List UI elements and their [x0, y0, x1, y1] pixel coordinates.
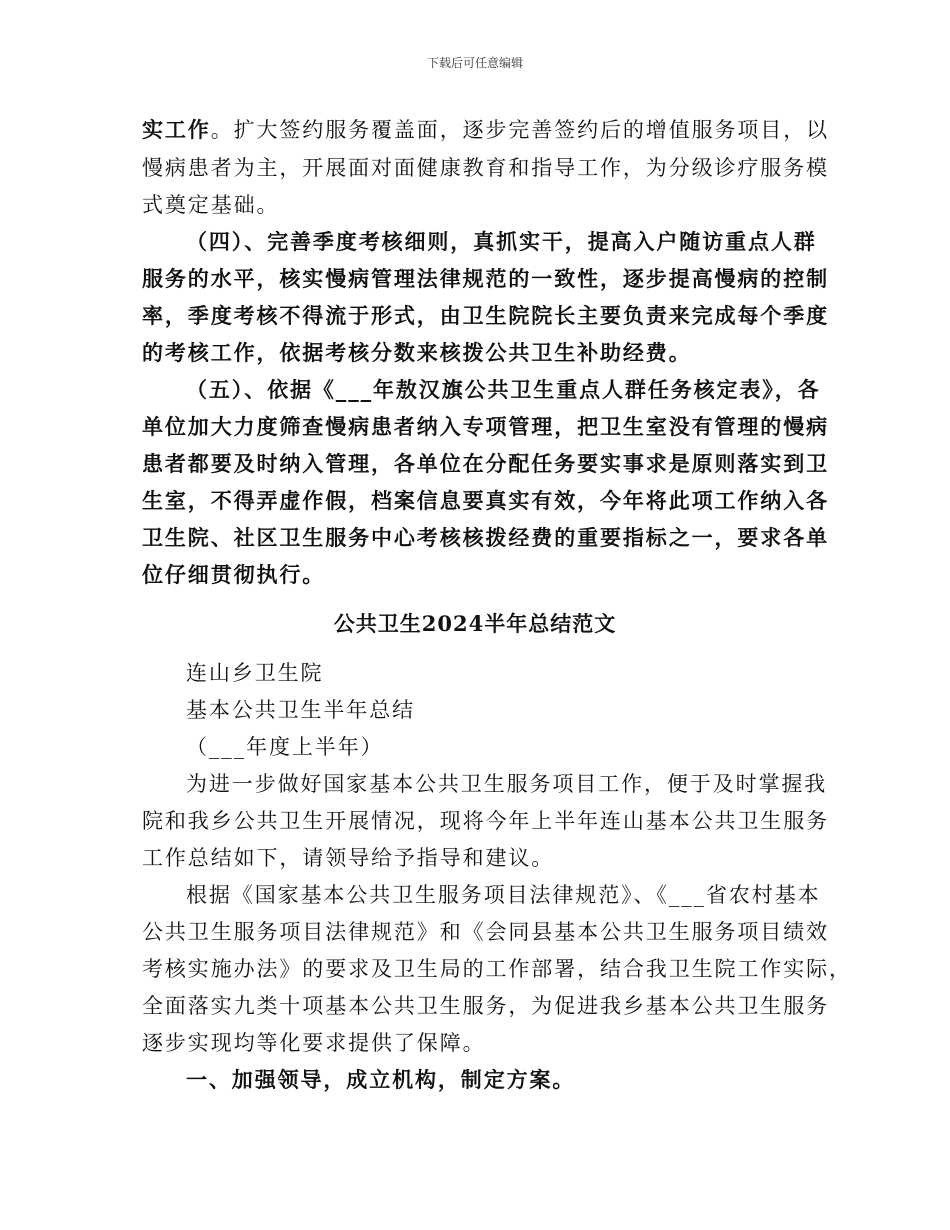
para4-line-2: 服务的水平，核实慢病管理法律规范的一致性，逐步提高慢病的控制 — [142, 266, 829, 291]
basis-line-2: 公共卫生服务项目法律规范》和《会同县基本公共卫生服务项目绩效 — [142, 920, 829, 944]
para4-line-3: 率，季度考核不得流于形式，由卫生院院长主要负责来完成每个季度 — [142, 303, 829, 328]
intro-line-1: 为进一步做好国家基本公共卫生服务项目工作，便于及时掌握我 — [186, 772, 828, 796]
page-header: 下载后可任意编辑 — [426, 56, 523, 70]
continued-line-3: 式奠定基础。 — [142, 193, 280, 217]
basis-line-4: 全面落实九类十项基本公共卫生服务，为促进我乡基本公共卫生服务 — [142, 994, 829, 1018]
para5-line-2: 单位加大力度筛查慢病患者纳入专项管理，把卫生室没有管理的慢病 — [142, 414, 829, 439]
section1-heading: 一、加强领导，成立机构，制定方案。 — [186, 1067, 576, 1092]
intro-line-3: 工作总结如下，请领导给予指导和建议。 — [142, 846, 555, 870]
subtitle: 基本公共卫生半年总结 — [186, 698, 415, 722]
para4-line-1: （四）、完善季度考核细则，真抓实干，提高入户随访重点人群 — [186, 229, 817, 254]
continued-lead: 实工作 — [142, 117, 211, 142]
para5-line-1: （五）、依据《___年敖汉旗公共卫生重点人群任务核定表》，各 — [186, 377, 821, 402]
basis-line-1: 根据《国家基本公共卫生服务项目法律规范》、《___省农村基本 — [186, 883, 821, 907]
section-title: 公共卫生2024半年总结范文 — [333, 611, 617, 636]
basis-line-5: 逐步实现均等化要求提供了保障。 — [142, 1031, 486, 1055]
intro-line-2: 院和我乡公共卫生开展情况，现将今年上半年连山基本公共卫生服务 — [142, 809, 829, 833]
para5-line-4: 生室，不得弄虚作假，档案信息要真实有效，今年将此项工作纳入各 — [142, 488, 829, 513]
para5-line-6: 位仔细贯彻执行。 — [142, 562, 326, 587]
period: （___年度上半年） — [186, 735, 384, 759]
basis-line-3: 考核实施办法》的要求及卫生局的工作部署，结合我卫生院工作实际， — [142, 957, 852, 981]
continued-line-1 — [142, 114, 829, 144]
para4-line-4: 的考核工作，依据考核分数来核拨公共卫生补助经费。 — [142, 340, 692, 365]
para5-line-5: 卫生院、社区卫生服务中心考核核拨经费的重要指标之一，要求各单 — [142, 525, 829, 550]
para5-line-3: 患者都要及时纳入管理，各单位在分配任务要实事求是原则落实到卫 — [142, 451, 829, 476]
continued-line-1-text: 。扩大签约服务覆盖面，逐步完善签约后的增值服务项目，以 — [210, 118, 830, 142]
continued-line-2: 慢病患者为主，开展面对面健康教育和指导工作，为分级诊疗服务模 — [142, 156, 829, 180]
org-name: 连山乡卫生院 — [186, 661, 324, 685]
